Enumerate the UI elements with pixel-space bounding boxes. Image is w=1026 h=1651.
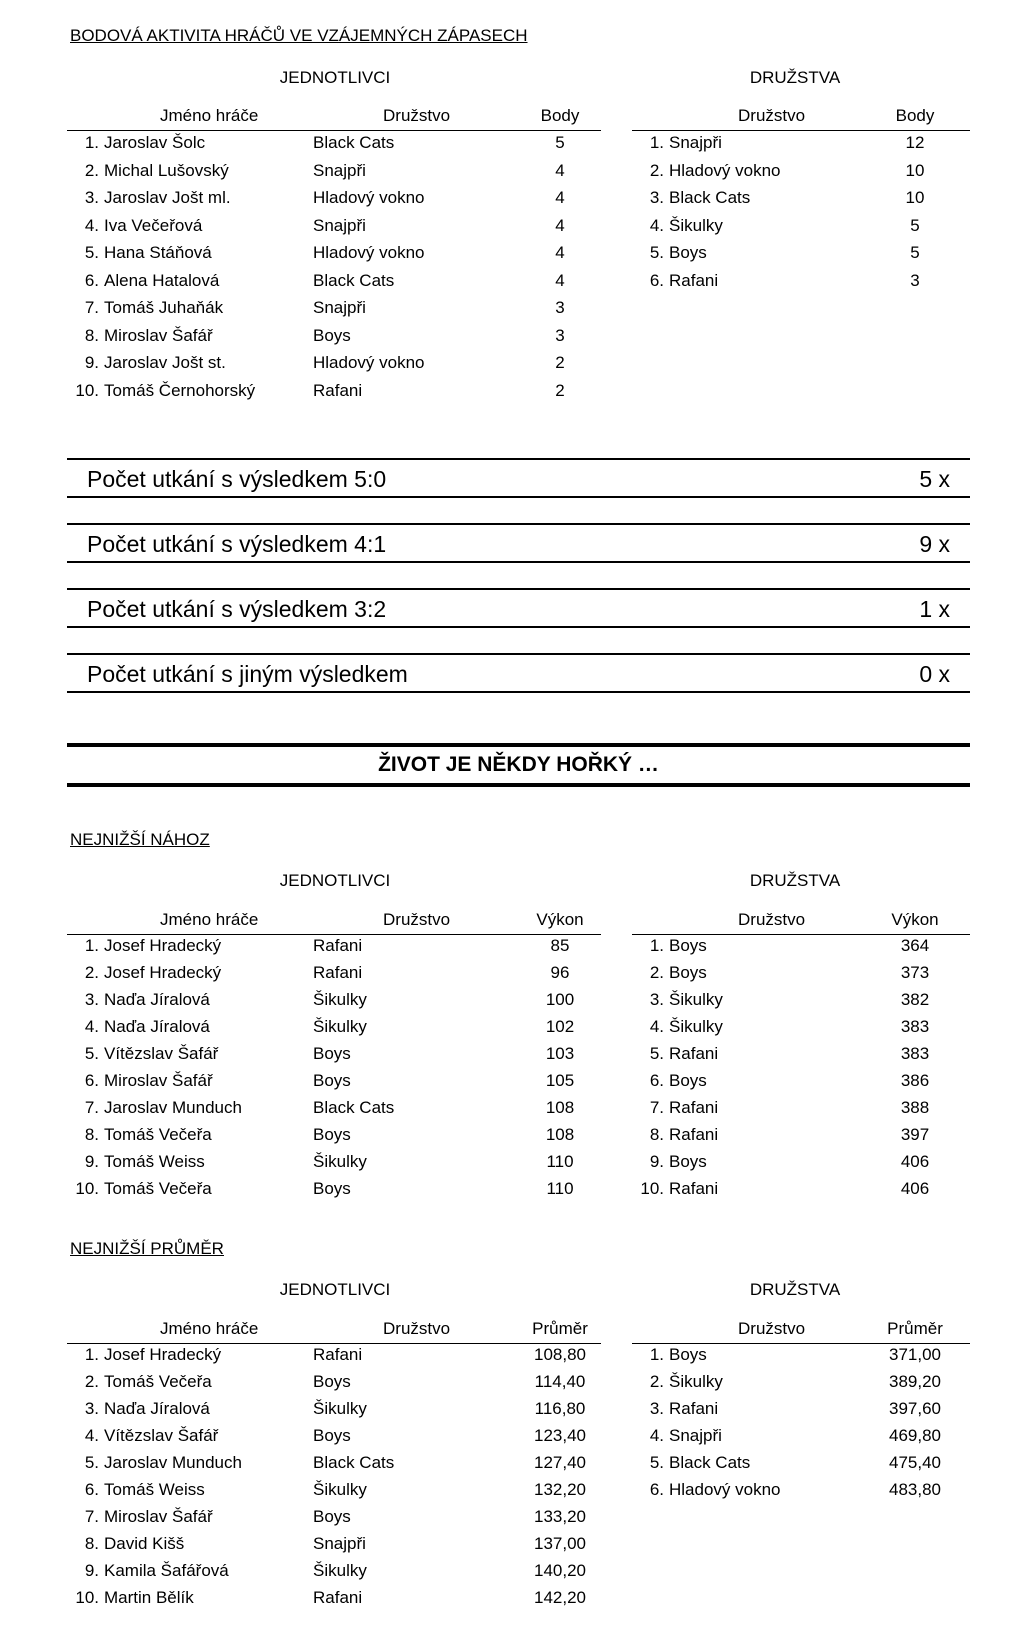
team-name: Šikulky — [313, 1017, 367, 1036]
value: 110 — [546, 1179, 574, 1198]
section-title: BODOVÁ AKTIVITA HRÁČŮ VE VZÁJEMNÝCH ZÁPASECH — [70, 26, 528, 45]
rank: 9. — [84, 1152, 99, 1171]
team-name: Hladový vokno — [313, 188, 425, 207]
value: 469,80 — [889, 1426, 941, 1445]
individual-row — [67, 1071, 601, 1098]
table-rule — [67, 130, 601, 131]
rank: 9. — [649, 1152, 664, 1171]
team-row — [632, 1044, 970, 1071]
team-row — [632, 1152, 970, 1179]
player-name: Tomáš Večeřa — [104, 1125, 212, 1144]
teams-header: DRUŽSTVA — [749, 871, 841, 890]
team-name: Šikulky — [669, 1372, 723, 1391]
rank: 6. — [84, 1071, 99, 1090]
team-name: Šikulky — [313, 1561, 367, 1580]
value: 386 — [900, 1071, 930, 1090]
team-name: Hladový vokno — [669, 160, 781, 180]
value: 100 — [545, 990, 575, 1009]
individual-row — [67, 1426, 601, 1453]
value: 103 — [545, 1044, 575, 1063]
result-label: Počet utkání s výsledkem 3:2 — [87, 596, 387, 622]
player-name: Josef Hradecký — [104, 936, 222, 955]
value: 114,40 — [534, 1372, 586, 1391]
rank: 6. — [649, 270, 664, 290]
value: 364 — [900, 936, 930, 955]
result-label: Počet utkání s výsledkem 4:1 — [87, 531, 387, 557]
col-header-value: Body — [895, 106, 935, 125]
value: 4 — [555, 243, 565, 262]
individual-row — [67, 298, 601, 325]
rank: 4. — [84, 215, 99, 235]
col-header-value: Body — [540, 106, 580, 125]
value: 10 — [905, 160, 925, 180]
team-row — [632, 1125, 970, 1152]
rank: 4. — [649, 215, 664, 235]
individual-row — [67, 133, 601, 160]
value: 389,20 — [889, 1372, 941, 1391]
individual-row — [67, 353, 601, 380]
team-name: Rafani — [313, 963, 363, 982]
individual-row — [67, 936, 601, 963]
rank: 6. — [84, 1480, 99, 1499]
player-name: Tomáš Weiss — [104, 1480, 205, 1499]
individual-row — [67, 188, 601, 215]
value: 3 — [555, 325, 565, 345]
value: 108 — [545, 1098, 575, 1117]
team-row — [632, 1071, 970, 1098]
value: 5 — [910, 215, 920, 235]
player-name: Vítězslav Šafář — [104, 1044, 219, 1063]
team-name: Šikulky — [313, 990, 367, 1009]
individual-row — [67, 990, 601, 1017]
team-name: Rafani — [669, 1098, 719, 1117]
team-row — [632, 1372, 970, 1399]
table-rule — [67, 1343, 601, 1344]
value: 2 — [555, 380, 565, 400]
team-name: Boys — [669, 1152, 707, 1171]
value: 105 — [545, 1071, 575, 1090]
team-name: Rafani — [669, 1125, 719, 1144]
section-title: NEJNIŽŠÍ PRŮMĚR — [70, 1239, 224, 1258]
col-header-player: Jméno hráče — [160, 106, 259, 125]
value: 5 — [555, 133, 565, 152]
team-name: Black Cats — [313, 1098, 395, 1117]
rank: 8. — [84, 1534, 99, 1553]
individual-row — [67, 963, 601, 990]
team-name: Boys — [669, 1071, 707, 1090]
teams-header: DRUŽSTVA — [749, 1280, 841, 1299]
col-header-team: Družstvo — [383, 106, 451, 125]
value: 142,20 — [534, 1588, 586, 1607]
team-name: Rafani — [313, 1588, 363, 1607]
team-row — [632, 243, 970, 270]
individuals-header: JEDNOTLIVCI — [279, 1280, 391, 1299]
team-row — [632, 1345, 970, 1372]
player-name: Kamila Šafářová — [104, 1561, 229, 1580]
rank: 2. — [649, 963, 664, 982]
rank: 1. — [84, 1345, 99, 1364]
team-name: Snajpři — [313, 215, 366, 235]
rank: 9. — [84, 1561, 99, 1580]
rank: 2. — [649, 1372, 664, 1391]
result-count: 5 x — [919, 466, 950, 492]
value: 4 — [555, 160, 565, 180]
team-name: Boys — [313, 1179, 351, 1198]
rank: 1. — [649, 936, 664, 955]
team-name: Rafani — [313, 936, 363, 955]
table-rule — [632, 130, 970, 131]
rank: 2. — [649, 160, 664, 180]
result-count: 9 x — [919, 531, 950, 557]
team-name: Boys — [313, 1372, 351, 1391]
value: 140,20 — [534, 1561, 586, 1580]
rank: 10. — [75, 1588, 99, 1607]
result-label: Počet utkání s jiným výsledkem — [87, 661, 408, 687]
section-banner: ŽIVOT JE NĚKDY HOŘKÝ … — [67, 743, 970, 787]
team-name: Rafani — [669, 1179, 719, 1198]
player-name: Martin Bělík — [104, 1588, 194, 1607]
rank: 1. — [649, 133, 664, 152]
team-row — [632, 1426, 970, 1453]
rank: 2. — [84, 160, 99, 180]
value: 137,00 — [534, 1534, 586, 1553]
team-name: Šikulky — [313, 1480, 367, 1499]
team-name: Boys — [669, 243, 707, 262]
rank: 3. — [649, 188, 664, 207]
rank: 10. — [75, 1179, 99, 1198]
rank: 5. — [84, 243, 99, 262]
result-bar — [67, 653, 970, 693]
team-row — [632, 936, 970, 963]
team-name: Black Cats — [669, 1453, 751, 1472]
rank: 4. — [649, 1426, 664, 1445]
team-name: Boys — [313, 1507, 351, 1526]
value: 102 — [545, 1017, 575, 1036]
team-row — [632, 990, 970, 1017]
team-name: Hladový vokno — [669, 1480, 781, 1499]
player-name: Alena Hatalová — [104, 270, 220, 290]
rank: 1. — [649, 1345, 664, 1364]
individual-row — [67, 1017, 601, 1044]
col-header-player: Jméno hráče — [160, 1319, 259, 1338]
team-name: Hladový vokno — [313, 243, 425, 262]
rank: 6. — [649, 1480, 664, 1499]
team-name: Rafani — [669, 270, 719, 290]
rank: 9. — [84, 353, 99, 372]
result-count: 0 x — [919, 661, 950, 687]
individuals-header: JEDNOTLIVCI — [279, 871, 391, 890]
individual-row — [67, 1372, 601, 1399]
value: 85 — [550, 936, 570, 955]
team-name: Snajpři — [313, 160, 366, 180]
value: 397 — [900, 1125, 930, 1144]
player-name: Naďa Jíralová — [104, 990, 210, 1009]
team-name: Šikulky — [669, 1017, 723, 1036]
individual-row — [67, 1588, 601, 1615]
team-name: Black Cats — [313, 270, 395, 290]
player-name: Josef Hradecký — [104, 963, 222, 982]
value: 133,20 — [534, 1507, 586, 1526]
rank: 5. — [649, 243, 664, 262]
value: 3 — [910, 270, 920, 290]
rank: 7. — [84, 298, 99, 317]
value: 3 — [555, 298, 565, 317]
team-name: Black Cats — [313, 133, 395, 152]
team-name: Šikulky — [669, 215, 723, 235]
individual-row — [67, 1534, 601, 1561]
individual-row — [67, 381, 601, 408]
table-rule — [67, 934, 601, 935]
player-name: Michal Lušovský — [104, 160, 229, 180]
result-bar — [67, 523, 970, 563]
team-row — [632, 188, 970, 215]
value: 127,40 — [534, 1453, 586, 1472]
player-name: Jaroslav Munduch — [104, 1098, 242, 1117]
player-name: Vítězslav Šafář — [104, 1426, 219, 1445]
player-name: Jaroslav Jošt ml. — [104, 188, 231, 207]
team-name: Boys — [313, 325, 351, 345]
rank: 3. — [84, 990, 99, 1009]
rank: 10. — [75, 380, 99, 400]
rank: 5. — [84, 1044, 99, 1063]
rank: 4. — [84, 1017, 99, 1036]
rank: 3. — [649, 990, 664, 1009]
rank: 1. — [84, 936, 99, 955]
team-row — [632, 161, 970, 188]
team-name: Šikulky — [313, 1152, 367, 1171]
team-name: Snajpři — [313, 1534, 366, 1553]
value: 383 — [900, 1044, 930, 1063]
value: 132,20 — [534, 1480, 586, 1499]
rank: 8. — [649, 1125, 664, 1144]
col-header-value: Průměr — [532, 1319, 588, 1338]
team-row — [632, 271, 970, 298]
value: 12 — [905, 133, 925, 152]
team-name: Boys — [313, 1426, 351, 1445]
individual-row — [67, 243, 601, 270]
player-name: David Kišš — [104, 1534, 185, 1553]
individual-row — [67, 1399, 601, 1426]
result-label: Počet utkání s výsledkem 5:0 — [87, 466, 387, 492]
col-header-team: Družstvo — [383, 910, 451, 929]
player-name: Miroslav Šafář — [104, 325, 213, 345]
col-header-team: Družstvo — [738, 106, 806, 125]
team-row — [632, 1453, 970, 1480]
table-rule — [632, 934, 970, 935]
col-header-team: Družstvo — [738, 1319, 806, 1338]
rank: 6. — [84, 270, 99, 290]
team-name: Šikulky — [669, 990, 723, 1009]
rank: 8. — [84, 325, 99, 345]
player-name: Tomáš Večeřa — [104, 1372, 212, 1391]
team-name: Snajpři — [669, 133, 722, 152]
team-name: Rafani — [313, 380, 363, 400]
rank: 2. — [84, 1372, 99, 1391]
value: 382 — [900, 990, 930, 1009]
player-name: Tomáš Weiss — [104, 1152, 205, 1171]
player-name: Naďa Jíralová — [104, 1399, 210, 1418]
individual-row — [67, 161, 601, 188]
value: 373 — [900, 963, 930, 982]
rank: 1. — [84, 133, 99, 152]
value: 108,80 — [534, 1345, 586, 1364]
rank: 4. — [649, 1017, 664, 1036]
value: 5 — [910, 243, 920, 262]
team-row — [632, 1179, 970, 1206]
teams-header: DRUŽSTVA — [749, 68, 841, 87]
team-name: Šikulky — [313, 1399, 367, 1418]
team-name: Black Cats — [669, 188, 751, 207]
rank: 5. — [649, 1044, 664, 1063]
individual-row — [67, 1179, 601, 1206]
team-row — [632, 216, 970, 243]
team-name: Black Cats — [313, 1453, 395, 1472]
result-count: 1 x — [919, 596, 950, 622]
individual-row — [67, 326, 601, 353]
col-header-team: Družstvo — [383, 1319, 451, 1338]
team-name: Boys — [669, 1345, 707, 1364]
rank: 10. — [640, 1179, 664, 1198]
rank: 6. — [649, 1071, 664, 1090]
value: 96 — [550, 963, 570, 982]
rank: 5. — [84, 1453, 99, 1472]
rank: 7. — [84, 1507, 99, 1526]
team-name: Rafani — [313, 1345, 363, 1364]
team-name: Rafani — [669, 1044, 719, 1063]
player-name: Tomáš Večeřa — [104, 1179, 212, 1198]
value: 4 — [555, 270, 565, 290]
rank: 7. — [649, 1098, 664, 1117]
rank: 3. — [84, 188, 99, 207]
value: 10 — [905, 188, 925, 207]
col-header-value: Průměr — [887, 1319, 943, 1338]
team-name: Rafani — [669, 1399, 719, 1418]
team-row — [632, 963, 970, 990]
team-row — [632, 1017, 970, 1044]
individuals-header: JEDNOTLIVCI — [279, 68, 391, 87]
value: 383 — [900, 1017, 930, 1036]
player-name: Jaroslav Šolc — [104, 133, 206, 152]
value: 108 — [545, 1125, 575, 1144]
value: 388 — [900, 1098, 930, 1117]
result-bar — [67, 588, 970, 628]
team-name: Boys — [313, 1071, 351, 1090]
col-header-player: Jméno hráče — [160, 910, 259, 929]
col-header-value: Výkon — [536, 910, 584, 929]
rank: 3. — [649, 1399, 664, 1418]
value: 397,60 — [889, 1399, 941, 1418]
value: 2 — [555, 353, 565, 372]
team-name: Snajpři — [669, 1426, 722, 1445]
individual-row — [67, 1125, 601, 1152]
individual-row — [67, 216, 601, 243]
rank: 4. — [84, 1426, 99, 1445]
value: 123,40 — [534, 1426, 586, 1445]
team-row — [632, 133, 970, 160]
team-row — [632, 1098, 970, 1125]
table-rule — [632, 1343, 970, 1344]
team-row — [632, 1399, 970, 1426]
player-name: Naďa Jíralová — [104, 1017, 210, 1036]
individual-row — [67, 1044, 601, 1071]
result-bar — [67, 458, 970, 498]
value: 116,80 — [534, 1399, 586, 1418]
player-name: Josef Hradecký — [104, 1345, 222, 1364]
player-name: Jaroslav Jošt st. — [104, 353, 226, 372]
individual-row — [67, 1480, 601, 1507]
player-name: Miroslav Šafář — [104, 1071, 213, 1090]
player-name: Jaroslav Munduch — [104, 1453, 242, 1472]
individual-row — [67, 1345, 601, 1372]
value: 406 — [900, 1179, 930, 1198]
value: 4 — [555, 188, 565, 207]
individual-row — [67, 1152, 601, 1179]
player-name: Tomáš Černohorský — [104, 380, 256, 400]
team-name: Boys — [669, 963, 707, 982]
individual-row — [67, 271, 601, 298]
team-name: Boys — [313, 1044, 351, 1063]
value: 406 — [900, 1152, 930, 1171]
rank: 7. — [84, 1098, 99, 1117]
team-name: Boys — [313, 1125, 351, 1144]
individual-row — [67, 1098, 601, 1125]
individual-row — [67, 1507, 601, 1534]
value: 4 — [555, 215, 565, 235]
individual-row — [67, 1453, 601, 1480]
col-header-value: Výkon — [891, 910, 939, 929]
individual-row — [67, 1561, 601, 1588]
value: 371,00 — [889, 1345, 941, 1364]
rank: 2. — [84, 963, 99, 982]
player-name: Miroslav Šafář — [104, 1507, 213, 1526]
value: 475,40 — [889, 1453, 941, 1472]
team-row — [632, 1480, 970, 1507]
value: 110 — [546, 1152, 574, 1171]
rank: 3. — [84, 1399, 99, 1418]
team-name: Hladový vokno — [313, 353, 425, 372]
rank: 5. — [649, 1453, 664, 1472]
value: 483,80 — [889, 1480, 941, 1499]
team-name: Snajpři — [313, 298, 366, 317]
col-header-team: Družstvo — [738, 910, 806, 929]
section-title: NEJNIŽŠÍ NÁHOZ — [70, 830, 210, 849]
player-name: Iva Večeřová — [104, 215, 203, 235]
player-name: Tomáš Juhaňák — [104, 298, 224, 317]
team-name: Boys — [669, 936, 707, 955]
player-name: Hana Stáňová — [104, 243, 212, 262]
rank: 8. — [84, 1125, 99, 1144]
